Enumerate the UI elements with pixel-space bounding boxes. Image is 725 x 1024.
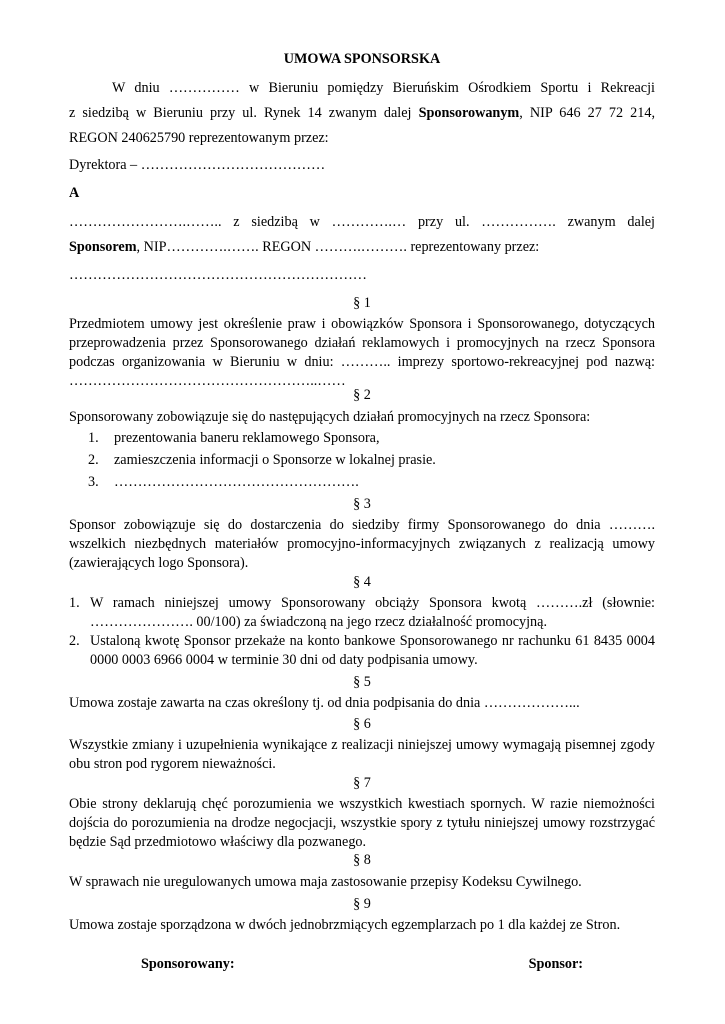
sponsor-paragraph [69, 210, 655, 260]
list-item: 2. zamieszczenia informacji o Sponsorze w lokalnej prasie. [88, 452, 436, 468]
payment-list [69, 594, 655, 670]
section-heading-8: § 8 [353, 852, 371, 868]
section-heading-5: § 5 [353, 674, 371, 690]
section-text-5: Umowa zostaje zawarta na czas określony tj. od dnia podpisania do dnia ………………... [69, 695, 580, 711]
section-heading-7: § 7 [353, 775, 371, 791]
section-heading-4: § 4 [353, 574, 371, 590]
list-item: 1. W ramach niniejszej umowy Sponsorowany obciąży Sponsora kwotą ……….zł (słownie: …………………. 00/100) za świadczoną na jego rzecz działalność promocyjną. [69, 595, 655, 630]
intro-line-3: REGON 240625790 reprezentowanym przez: [69, 130, 329, 146]
section-heading-1: § 1 [353, 295, 371, 311]
promotion-list [88, 429, 655, 495]
section-text-8: W sprawach nie uregulowanych umowa maja zastosowanie przepisy Kodeksu Cywilnego. [69, 874, 582, 890]
section-text-6: Wszystkie zmiany i uzupełnienia wynikające z realizacji niniejszej umowy wymagają pisemnej zgody obu stron pod rygorem nieważności. [69, 737, 655, 772]
and-conjunction: A [69, 185, 80, 201]
sponsored-party-term: Sponsorowanym [418, 105, 520, 121]
section-heading-3: § 3 [353, 496, 371, 512]
section-text-3: Sponsor zobowiązuje się do dostarczenia do siedziby firmy Sponsorowanego do dnia ………. wszelkich niezbędnych materiałów promocyjno-informacyjnych związanych z realizacją umowy (zawierających logo Sponsora). [69, 517, 655, 571]
section-text-9: Umowa zostaje sporządzona w dwóch jednobrzmiących egzemplarzach po 1 dla każdej ze Stron. [69, 917, 621, 933]
section-heading-9: § 9 [353, 896, 371, 912]
list-item: 2. Ustaloną kwotę Sponsor przekaże na konto bankowe Sponsorowanego nr rachunku 61 8435 0004 0000 0003 6966 0004 w terminie 30 dni od daty podpisania umowy. [69, 633, 655, 668]
sponsor-line-1: …………………….…….. z siedzibą w ………….… przy ul. ……………. zwanym dalej [69, 214, 655, 230]
intro-line-2: z siedzibą w Bieruniu przy ul. Rynek 14 zwanym dalej Sponsorowanym, NIP 646 27 72 214, [69, 105, 656, 121]
signature-block [69, 955, 655, 975]
intro-paragraph [69, 76, 655, 151]
section-heading-2: § 2 [353, 387, 371, 403]
section-text-1: Przedmiotem umowy jest określenie praw i obowiązków Sponsora i Sponsorowanego, dotyczących przeprowadzenia przez Sponsorowanego działań reklamowych i promocyjnych na rzecz Sponsora podczas organizowania w Bieruniu w dniu: ……….. imprezy sportowo-rekreacyjnej pod nazwą: ……………………………………………..…… [69, 316, 655, 389]
section-text-2: Sponsorowany zobowiązuje się do następujących działań promocyjnych na rzecz Sponsora: [69, 409, 591, 425]
sponsor-signature-label: Sponsor: [528, 956, 583, 972]
sponsored-signature-label: Sponsorowany: [141, 956, 235, 972]
representative-line: ……………………………………………………… [69, 267, 367, 283]
document-title: UMOWA SPONSORSKA [283, 51, 441, 67]
sponsor-line-2: Sponsorem, NIP………….……. REGON ……….………. reprezentowany przez: [69, 239, 540, 255]
list-item: 3. ……………………………………………. [88, 474, 359, 490]
section-text-7: Obie strony deklarują chęć porozumienia we wszystkich kwestiach spornych. W razie niemożności dojścia do porozumienia na drodze negocjacji, wszystkie spory z tytułu niniejszej umowy rozstrzygać będzie Sąd przedmiotowo właściwy dla pozwanego. [69, 796, 655, 850]
intro-line-1: W dniu …………… w Bieruniu pomiędzy Bieruńskim Ośrodkiem Sportu i Rekreacji [112, 80, 655, 96]
list-item: 1. prezentowania baneru reklamowego Sponsora, [88, 430, 380, 446]
section-heading-6: § 6 [353, 716, 371, 732]
director-line: Dyrektora – ………………………………… [69, 157, 326, 173]
sponsor-term: Sponsorem [69, 239, 137, 255]
